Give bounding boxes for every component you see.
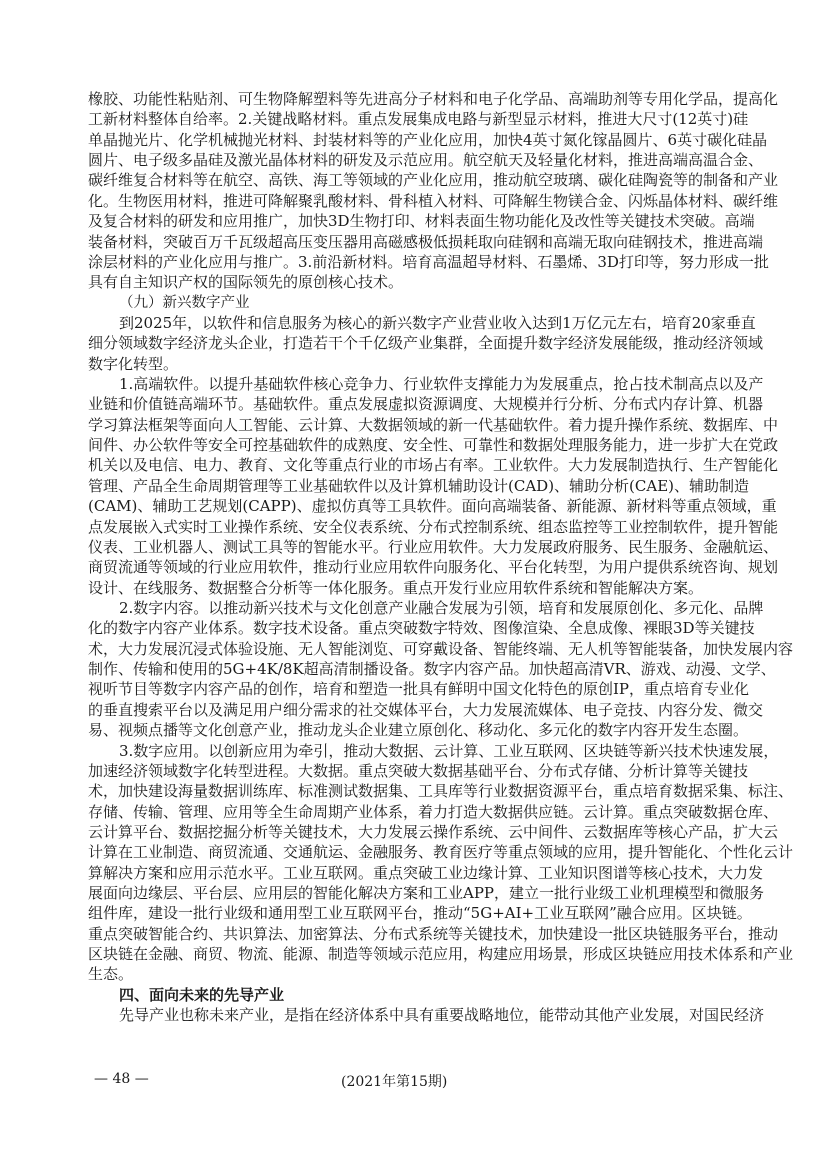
text-line: 间件、办公软件等安全可控基础软件的成熟度、安全性、可靠性和数据处理服务能力，进一步扩大在党政 xyxy=(88,436,779,455)
text-line: 算解决方案和应用示范水平。工业互联网。重点突破工业边缘计算、工业知识图谱等核心技术，大力发 xyxy=(88,863,764,882)
page-footer xyxy=(0,1071,827,1093)
text-line: 化的数字内容产业体系。数字技术设备。重点突破数字特效、图像渲染、全息成像、裸眼3D等关键技 xyxy=(88,619,755,638)
paragraph xyxy=(88,313,764,374)
paragraph xyxy=(88,89,779,293)
text-line: 组件库，建设一批行业级和通用型工业互联网平台，推动“5G+AI+工业互联网”融合应用。区块链。 xyxy=(88,904,752,923)
text-line: 仪表、工业机器人、测试工具等的智能水平。行业应用软件。大力发展政府服务、民生服务、金融航运、 xyxy=(88,537,779,556)
issue-label: (2021年第15期) xyxy=(341,1074,448,1090)
text-line: 商贸流通等领域的行业应用软件，推动行业应用软件向服务化、平台化转型，为用户提供系统咨询、规划 xyxy=(88,558,779,577)
text-line: 计算在工业制造、商贸流通、交通航运、金融服务、教育医疗等重点领域的应用，提升智能化、个性化云计 xyxy=(88,843,794,862)
text-line: 及复合材料的研发和应用推广，加快3D生物打印、材料表面生物功能化及改性等关键技术突破。高端 xyxy=(88,212,755,231)
text-line: 工新材料整体自给率。2.关键战略材料。重点发展集成电路与新型显示材料，推进大尺寸(12英寸)硅 xyxy=(88,110,749,129)
document-body xyxy=(88,89,794,1026)
paragraph xyxy=(88,374,779,598)
text-line: 管理、产品全生命周期管理等工业基础软件以及计算机辅助设计(CAD)、辅助分析(CAE)、辅助制造 xyxy=(88,476,750,495)
text-line: 数字化转型。 xyxy=(88,354,179,373)
section-heading xyxy=(88,985,745,1005)
text-line: 视听节目等数字内容产品的创作，培育和塑造一批具有鲜明中国文化特色的原创IP，重点培育专业化 xyxy=(88,680,750,699)
text-line: 橡胶、功能性粘贴剂、可生物降解塑料等先进高分子材料和电子化学品、高端助剂等专用化学品，提高化 xyxy=(88,90,779,108)
text-line: 术，大力发展沉浸式体验设施、无人智能浏览、可穿戴设备、智能终端、无人机等智能装备，加快发展内容 xyxy=(88,639,794,658)
text-line: (CAM)、辅助工艺规划(CAPP)、虚拟仿真等工具软件。面向高端装备、新能源、新材料等重点领域，重 xyxy=(88,497,777,516)
text-line: 云计算平台、数据挖掘分析等关键技术，大力发展云操作系统、云中间件、云数据库等核心产品，扩大云 xyxy=(88,822,779,841)
text-line: 到2025年，以软件和信息服务为核心的新兴数字产业营业收入达到1万亿元左右，培育20家垂直 xyxy=(119,313,756,332)
text-line: 存储、传输、管理、应用等全生命周期产业体系，着力打造大数据供应链。云计算。重点突破数据仓库、 xyxy=(88,802,779,821)
paragraph xyxy=(88,1005,765,1025)
text-line: 生态。 xyxy=(88,965,134,984)
text-line: 四、面向未来的先导产业 xyxy=(119,985,285,1004)
text-line: 术，加快建设海量数据训练库、标准测试数据集、工具库等行业数据资源平台，重点培育数据采集、标注、 xyxy=(88,782,794,801)
text-line: 区块链在金融、商贸、物流、能源、制造等领域示范应用，构建应用场景，形成区块链应用技术体系和产业 xyxy=(88,945,794,964)
text-line: 1.高端软件。以提升基础软件核心竞争力、行业软件支撑能力为发展重点，抢占技术制高点以及产 xyxy=(119,375,764,394)
text-line: 涂层材料的产业化应用与推广。3.前沿新材料。培育高温超导材料、石墨烯、3D打印等，努力形成一批 xyxy=(88,252,769,271)
text-line: 易、视频点播等文化创意产业，推动龙头企业建立原创化、移动化、多元化的数字内容开发生态圈。 xyxy=(88,721,749,740)
text-line: 重点突破智能合约、共识算法、加密算法、分布式系统等关键技术，加快建设一批区块链服务平台，推动 xyxy=(88,924,779,943)
text-line: 的垂直搜索平台以及满足用户细分需求的社交媒体平台，大力发展流媒体、电子竞技、内容分发、微交 xyxy=(88,700,764,719)
text-line: （九）新兴数字产业 xyxy=(119,294,250,311)
text-line: 化。生物医用材料，推进可降解聚乳酸材料、骨科植入材料、可降解生物镁合金、闪烁晶体材料、碳纤维 xyxy=(88,191,779,210)
paragraph xyxy=(88,741,794,985)
text-line: 具有自主知识产权的国际领先的原创核心技术。 xyxy=(88,273,404,292)
text-line: 装备材料，突破百万千瓦级超高压变压器用高磁感极低损耗取向硅钢和高端无取向硅钢技术，推进高端 xyxy=(88,232,764,251)
text-line: 单晶抛光片、化学机械抛光材料、封装材料等的产业化应用，加快4英寸氮化镓晶圆片、6英寸碳化硅晶 xyxy=(88,130,768,149)
text-line: 制作、传输和使用的5G+4K/8K超高清制播设备。数字内容产品。加快超高清VR、游戏、动漫、文学、 xyxy=(88,660,776,679)
text-line: 点发展嵌入式实时工业操作系统、安全仪表系统、分布式控制系统、组态监控等工业控制软件，提升智能 xyxy=(88,517,779,536)
section-heading xyxy=(88,293,745,313)
text-line: 设计、在线服务、数据整合分析等一体化服务。重点开发行业应用软件系统和智能解决方案。 xyxy=(88,578,704,597)
text-line: 先导产业也称未来产业，是指在经济体系中具有重要战略地位，能带动其他产业发展，对国民经济 xyxy=(119,1006,765,1025)
text-line: 细分领域数字经济龙头企业，打造若干个千亿级产业集群，全面提升数字经济发展能级，推动经济领域 xyxy=(88,334,764,353)
text-line: 加速经济领域数字化转型进程。大数据。重点突破大数据基础平台、分布式存储、分析计算等关键技 xyxy=(88,761,749,780)
text-line: 3.数字应用。以创新应用为牵引，推动大数据、云计算、工业互联网、区块链等新兴技术快速发展， xyxy=(119,741,779,760)
text-line: 碳纤维复合材料等在航空、高铁、海工等领域的产业化应用，推动航空玻璃、碳化硅陶瓷等的制备和产业 xyxy=(88,171,779,190)
text-line: 学习算法框架等面向人工智能、云计算、大数据领域的新一代基础软件。着力提升操作系统、数据库、中 xyxy=(88,415,779,434)
text-line: 机关以及电信、电力、教育、文化等重点行业的市场占有率。工业软件。大力发展制造执行、生产智能化 xyxy=(88,456,779,475)
page-number: — 48 — xyxy=(94,1071,149,1087)
text-line: 展面向边缘层、平台层、应用层的智能化解决方案和工业APP，建立一批行业级工业机理模型和微服务 xyxy=(88,884,765,903)
text-line: 圆片、电子级多晶硅及激光晶体材料的研发及示范应用。航空航天及轻量化材料，推进高端高温合金、 xyxy=(88,151,764,170)
text-line: 业链和价值链高端环节。基础软件。重点发展虚拟资源调度、大规模并行分析、分布式内存计算、机器 xyxy=(88,395,764,414)
text-line: 2.数字内容。以推动新兴技术与文化创意产业融合发展为引领，培育和发展原创化、多元化、品牌 xyxy=(119,598,764,617)
paragraph xyxy=(88,598,794,741)
